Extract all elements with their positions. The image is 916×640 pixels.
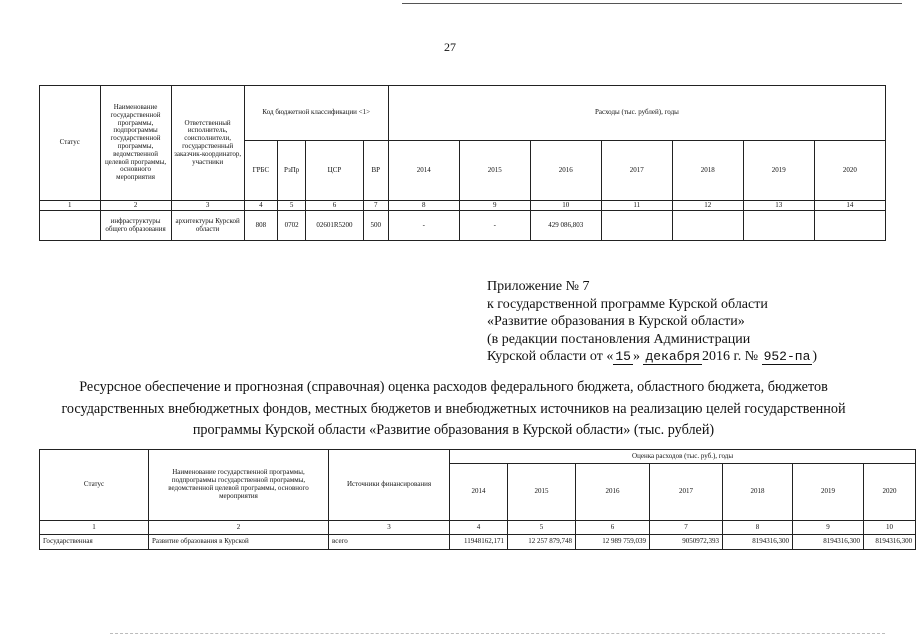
appendix-line: Приложение № 7 bbox=[487, 279, 590, 294]
row-value bbox=[814, 211, 885, 241]
col-number: 5 bbox=[278, 201, 306, 211]
row-value: 12 257 879,748 bbox=[508, 535, 576, 550]
appendix-date-line bbox=[487, 348, 817, 366]
col-number: 10 bbox=[864, 521, 916, 535]
col-number: 14 bbox=[814, 201, 885, 211]
row-executor: архитектуры Курской области bbox=[171, 211, 244, 241]
expenses-header: Расходы (тыс. рублей), годы bbox=[388, 86, 885, 141]
year-header: 2020 bbox=[864, 464, 916, 521]
col-number: 6 bbox=[576, 521, 650, 535]
row-value: - bbox=[459, 211, 530, 241]
row-source: всего bbox=[329, 535, 450, 550]
scan-edge bbox=[110, 633, 885, 634]
year-header: 2015 bbox=[508, 464, 576, 521]
row-value: 429 086,803 bbox=[530, 211, 601, 241]
row-value bbox=[743, 211, 814, 241]
appendix-line: к государственной программе Курской области bbox=[487, 296, 768, 312]
decree-month: декабря bbox=[645, 349, 701, 365]
decree-number: 952-па bbox=[763, 349, 811, 365]
row-name: инфраструктуры общего образования bbox=[100, 211, 171, 241]
row-value: - bbox=[388, 211, 459, 241]
row-value: 8194316,300 bbox=[864, 535, 916, 550]
col-number: 2 bbox=[100, 201, 171, 211]
row-vr: 500 bbox=[363, 211, 388, 241]
col-sources-header: Источники финансирования bbox=[329, 450, 450, 521]
row-value: 8194316,300 bbox=[793, 535, 864, 550]
col-number: 2 bbox=[149, 521, 329, 535]
col-number: 12 bbox=[672, 201, 743, 211]
col-number: 1 bbox=[40, 521, 149, 535]
year-header: 2019 bbox=[793, 464, 864, 521]
col-executor-header: Ответственный исполнитель, соисполнители, государственный заказчик-координатор, участники bbox=[171, 86, 244, 201]
year-header: 2020 bbox=[814, 141, 885, 201]
year-header: 2016 bbox=[576, 464, 650, 521]
year-header: 2014 bbox=[388, 141, 459, 201]
decree-year: 2016 г. № bbox=[702, 349, 762, 365]
vr-header: ВР bbox=[363, 141, 388, 201]
col-status-header: Статус bbox=[40, 86, 101, 201]
col-name-header: Наименование государственной программы, подпрограммы государственной программы, ведомственной целевой программы, основного мероприятия bbox=[149, 450, 329, 521]
row-grbs: 808 bbox=[244, 211, 277, 241]
year-header: 2018 bbox=[672, 141, 743, 201]
col-number: 5 bbox=[508, 521, 576, 535]
col-number: 3 bbox=[329, 521, 450, 535]
year-header: 2015 bbox=[459, 141, 530, 201]
col-number: 4 bbox=[244, 201, 277, 211]
col-number: 3 bbox=[171, 201, 244, 211]
row-value: 8194316,300 bbox=[723, 535, 793, 550]
table-row bbox=[40, 211, 886, 241]
col-number: 11 bbox=[601, 201, 672, 211]
appendix-line: «Развитие образования в Курской области» bbox=[487, 314, 745, 330]
top-rule bbox=[402, 3, 902, 4]
col-number: 7 bbox=[650, 521, 723, 535]
row-value bbox=[601, 211, 672, 241]
col-number: 13 bbox=[743, 201, 814, 211]
row-value: 11948162,171 bbox=[450, 535, 508, 550]
row-status: Государственная bbox=[40, 535, 149, 550]
col-status-header: Статус bbox=[40, 450, 149, 521]
row-status bbox=[40, 211, 101, 241]
row-value bbox=[672, 211, 743, 241]
year-header: 2014 bbox=[450, 464, 508, 521]
rzpr-header: РзПр bbox=[278, 141, 306, 201]
year-header: 2017 bbox=[601, 141, 672, 201]
year-header: 2018 bbox=[723, 464, 793, 521]
row-csr: 02601R5200 bbox=[306, 211, 363, 241]
decree-day: 15 bbox=[615, 349, 631, 365]
document-title: Ресурсное обеспечение и прогнозная (справочная) оценка расходов федерального бюджета, областного бюджета, бюджетов государственных внебюджетных фондов, местных бюджетов и внебюджетных источников на реализацию целей государственной программы Курской области «Развитие образования в Курской области» (тыс. рублей) bbox=[61, 379, 846, 438]
date-mid: » bbox=[632, 349, 644, 365]
col-number: 8 bbox=[388, 201, 459, 211]
appendix-line: (в редакции постановления Администрации bbox=[487, 331, 751, 347]
col-number: 1 bbox=[40, 201, 101, 211]
budget-code-header: Код бюджетной классификации <1> bbox=[244, 86, 388, 141]
col-number: 9 bbox=[793, 521, 864, 535]
row-name: Развитие образования в Курской bbox=[149, 535, 329, 550]
year-header: 2016 bbox=[530, 141, 601, 201]
col-number: 4 bbox=[450, 521, 508, 535]
row-value: 9050972,393 bbox=[650, 535, 723, 550]
row-value: 12 989 759,039 bbox=[576, 535, 650, 550]
page-number: 27 bbox=[444, 40, 456, 54]
estimate-header: Оценка расходов (тыс. руб.), годы bbox=[450, 450, 916, 464]
col-number: 8 bbox=[723, 521, 793, 535]
date-prefix: Курской области от « bbox=[487, 349, 614, 365]
col-number: 10 bbox=[530, 201, 601, 211]
row-rzpr: 0702 bbox=[278, 211, 306, 241]
year-header: 2017 bbox=[650, 464, 723, 521]
col-number: 9 bbox=[459, 201, 530, 211]
expenses-table bbox=[39, 85, 886, 241]
resources-table bbox=[39, 449, 916, 550]
grbs-header: ГРБС bbox=[244, 141, 277, 201]
col-number: 7 bbox=[363, 201, 388, 211]
appendix-block bbox=[487, 278, 817, 366]
col-number: 6 bbox=[306, 201, 363, 211]
table-row bbox=[40, 535, 916, 550]
date-close: ) bbox=[812, 349, 818, 365]
csr-header: ЦСР bbox=[306, 141, 363, 201]
year-header: 2019 bbox=[743, 141, 814, 201]
col-name-header: Наименование государственной программы, подпрограммы государственной программы, ведомственной целевой программы, основного мероприятия bbox=[100, 86, 171, 201]
